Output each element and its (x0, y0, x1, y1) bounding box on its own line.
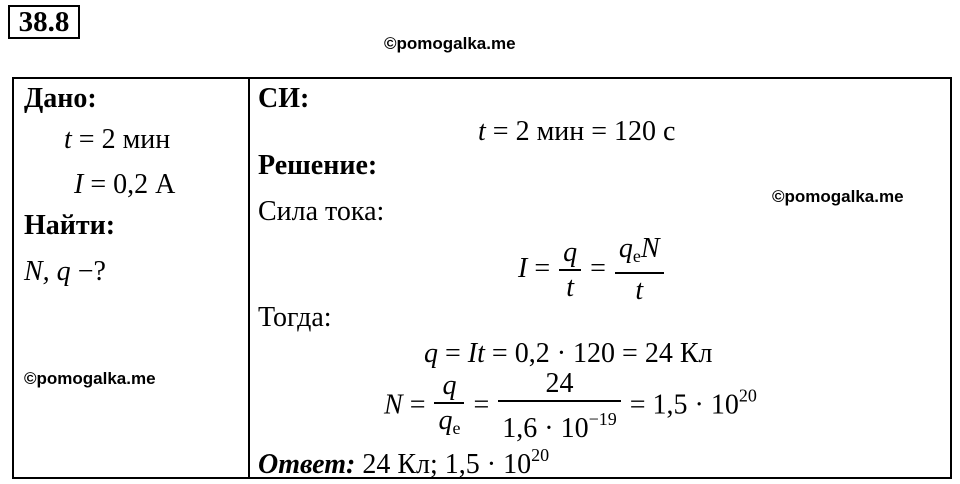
formula-number (384, 368, 757, 446)
f1-frac2-num-q: q (618, 233, 633, 264)
f2-lhs: q (424, 338, 438, 369)
f1-frac1-numerator: q (563, 236, 578, 268)
f2-result: = 0,2 · 120 = 24 Кл (484, 338, 713, 369)
given-time (64, 124, 170, 156)
given-heading: Дано: (24, 83, 97, 114)
problem-number: 38.8 (8, 5, 80, 39)
answer-line (258, 445, 549, 481)
answer-label: Ответ: (258, 449, 356, 480)
then-label: Тогда: (258, 302, 332, 333)
current-variable: I (74, 169, 84, 200)
f1-frac2-num-n: N (640, 233, 660, 264)
f3-fraction-1 (434, 370, 464, 445)
f1-fraction-1 (559, 237, 581, 305)
given-current-value: = 0,2 А (83, 169, 176, 200)
unknown-variables: N, q (24, 256, 71, 287)
watermark-right: ©pomogalka.me (772, 187, 904, 206)
answer-base: 24 Кл; 1,5 · 10 (355, 449, 532, 480)
f3-frac2-den-base: 1,6 · 10 (502, 413, 589, 444)
f1-lhs: I (518, 252, 528, 284)
f3-result-exp: 20 (738, 385, 757, 406)
watermark-left: ©pomogalka.me (24, 369, 156, 388)
f2-equals: = (438, 338, 468, 369)
f1-equals-2: = (583, 252, 613, 284)
f3-equals-2: = (466, 389, 497, 421)
f3-frac1-den-q: q (438, 404, 453, 436)
f3-frac1-den-sub: e (452, 417, 461, 438)
f3-frac2-numerator: 24 (545, 368, 574, 399)
find-heading: Найти: (24, 210, 116, 241)
f3-frac2-den-exp: −19 (588, 409, 617, 429)
f3-frac1-numerator: q (442, 369, 457, 401)
f3-fraction-2 (498, 368, 620, 446)
si-time-variable: t (478, 116, 486, 147)
f1-frac2-denominator: t (635, 275, 644, 306)
answer-exp: 20 (531, 445, 550, 465)
find-question: −? (70, 256, 106, 287)
f3-equals-1: = (402, 389, 433, 421)
given-time-value: = 2 мин (71, 124, 171, 155)
time-variable: t (64, 124, 72, 155)
given-current (74, 169, 175, 201)
si-time-value: = 2 мин = 120 с (485, 116, 676, 147)
f3-result-base: = 1,5 · 10 (622, 389, 739, 421)
f2-product: It (467, 338, 485, 369)
column-divider (248, 77, 250, 479)
current-label: Сила тока: (258, 196, 385, 227)
f1-equals-1: = (527, 252, 558, 284)
f3-lhs: N (384, 389, 403, 421)
f1-frac1-denominator: t (566, 271, 575, 303)
solution-heading: Решение: (258, 150, 378, 181)
f1-fraction-2 (615, 233, 664, 308)
find-unknowns (24, 256, 106, 288)
f1-frac2-num-sub: e (632, 246, 641, 266)
formula-current (518, 233, 666, 308)
formula-charge (424, 338, 712, 370)
si-heading: СИ: (258, 83, 310, 114)
si-conversion (478, 116, 675, 148)
watermark-top: ©pomogalka.me (384, 34, 516, 53)
